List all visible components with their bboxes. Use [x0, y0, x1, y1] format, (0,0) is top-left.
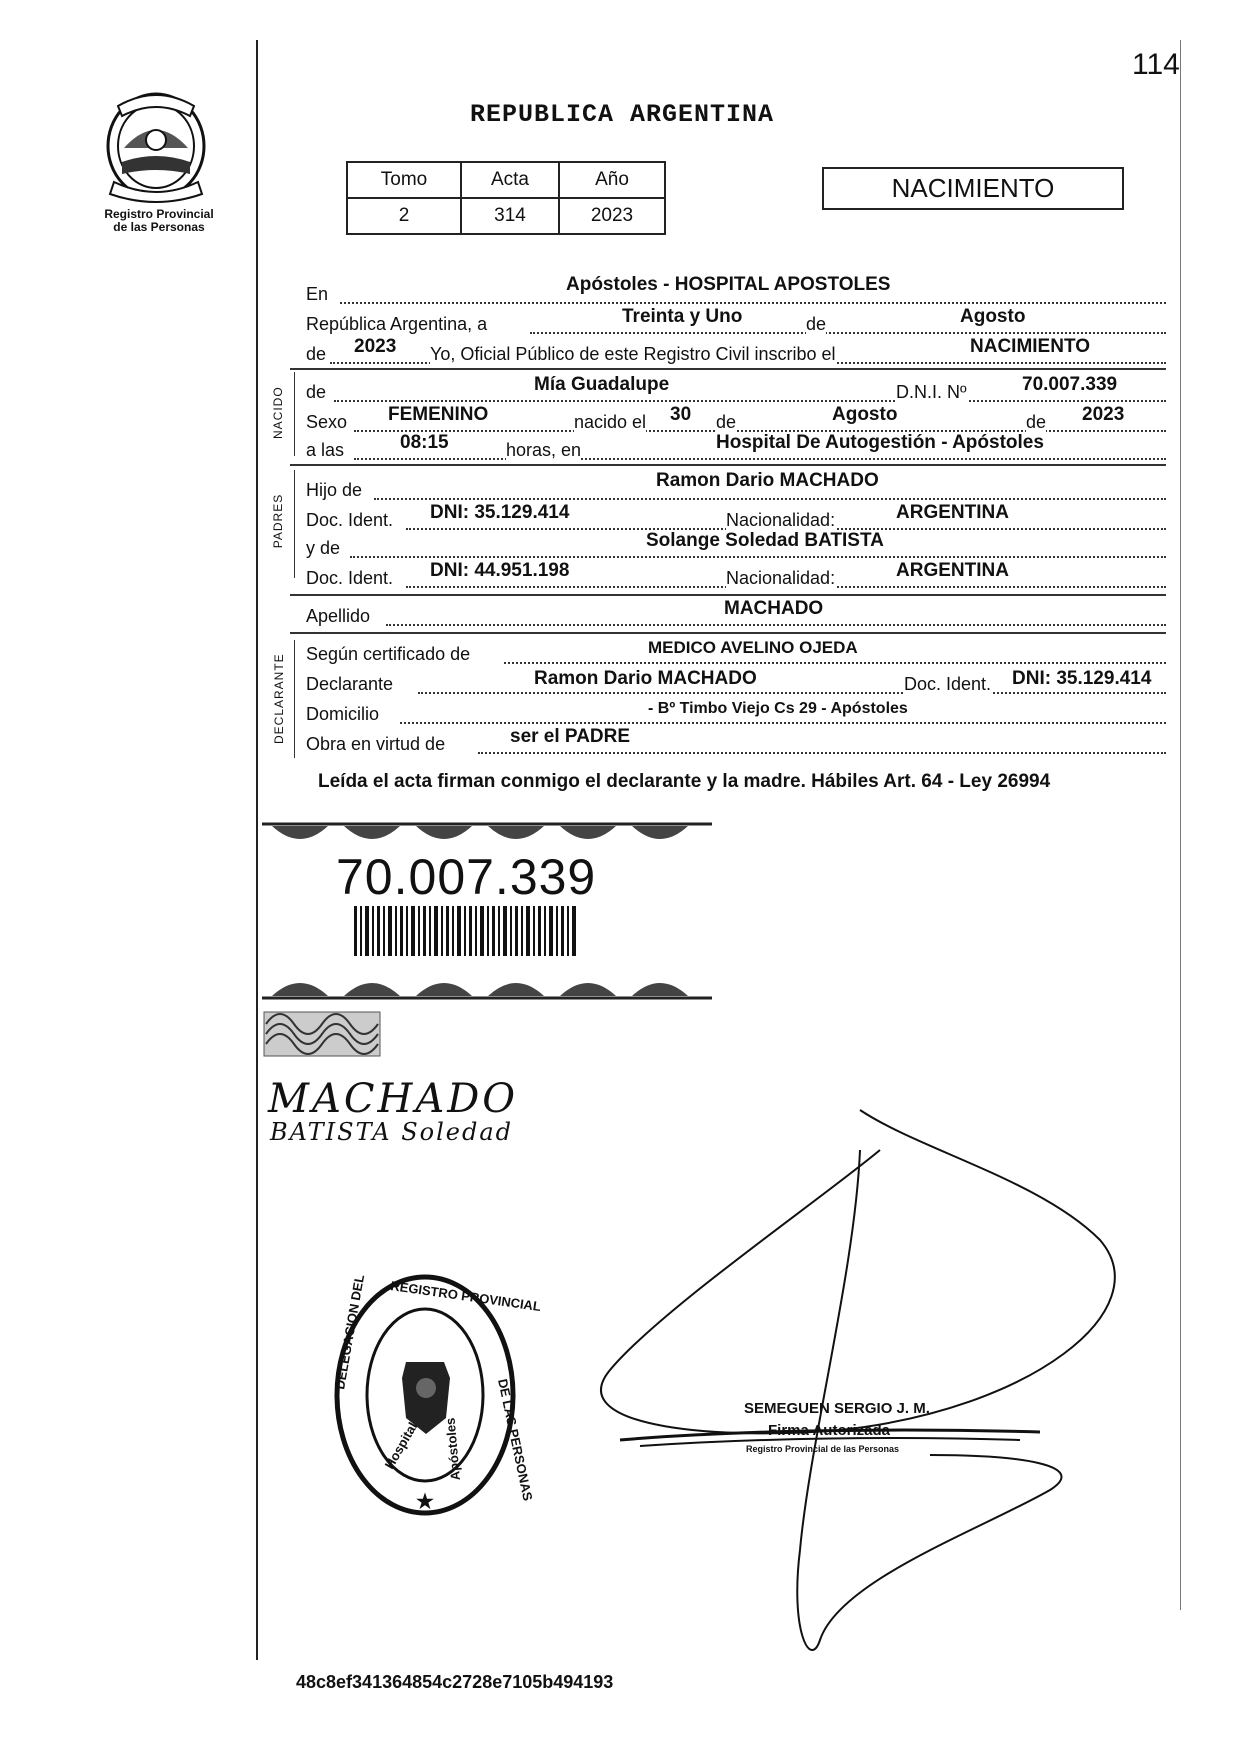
padres-section-label: PADRES [271, 493, 285, 549]
birth-month: Agosto [832, 404, 898, 425]
obra-label: Obra en virtud de [306, 734, 446, 754]
hijo-de-label: Hijo de [306, 480, 363, 500]
domicilio-value: - Bº Timbo Viejo Cs 29 - Apóstoles [648, 700, 908, 717]
event-value: NACIMIENTO [970, 336, 1090, 357]
father-nationality: ARGENTINA [896, 502, 1009, 523]
section-bracket [294, 372, 295, 456]
section-divider [290, 632, 1166, 634]
de-label: de [806, 314, 827, 334]
declarante-section-label: DECLARANTE [272, 653, 286, 744]
document-type-box: NACIMIENTO [822, 167, 1124, 210]
sexo-label: Sexo [306, 412, 348, 432]
declarante-doc: DNI: 35.129.414 [1012, 668, 1152, 689]
mother-name: Solange Soledad BATISTA [646, 530, 884, 551]
month-value: Agosto [960, 306, 1026, 327]
de-label: de [716, 412, 737, 432]
svg-text:DELEGACION DEL: DELEGACION DEL [332, 1273, 368, 1391]
obra-value: ser el PADRE [510, 726, 631, 747]
svg-text:Apóstoles: Apóstoles [442, 1417, 463, 1482]
left-margin-line [256, 40, 258, 1660]
y-de-label: y de [306, 538, 341, 558]
handwritten-mother-name: BATISTA Soledad [270, 1118, 514, 1146]
dotted-line [334, 400, 1166, 402]
reference-table [346, 161, 666, 235]
dotted-line [530, 332, 1166, 334]
certificado-label: Según certificado de [306, 644, 471, 664]
mother-doc: DNI: 44.951.198 [430, 560, 570, 581]
nacionalidad-label: Nacionalidad: [726, 568, 836, 588]
declarante-value: Ramon Dario MACHADO [534, 668, 757, 689]
birth-place: Hospital De Autogestión - Apóstoles [716, 432, 1044, 453]
official-role: Firma Autorizada [768, 1422, 890, 1439]
father-doc: DNI: 35.129.414 [430, 502, 570, 523]
svg-text:Hospital: Hospital [381, 1419, 421, 1472]
official-name: SEMEGUEN SERGIO J. M. [744, 1400, 930, 1417]
dotted-line [374, 498, 1166, 500]
official-registry: Registro Provincial de las Personas [746, 1444, 900, 1454]
certificado-value: MEDICO AVELINO OJEDA [648, 638, 858, 657]
acta-value: 314 [461, 198, 559, 234]
de-year-label: de [306, 344, 327, 364]
declarante-doc-label: Doc. Ident. [904, 674, 992, 694]
a-las-label: a las [306, 440, 345, 460]
registry-name [84, 208, 234, 234]
dotted-line [350, 556, 1166, 558]
dotted-line [418, 692, 1166, 694]
birth-time: 08:15 [400, 432, 449, 453]
dotted-line [400, 722, 1166, 724]
page-number: 114 [1132, 48, 1180, 81]
apellido-value: MACHADO [724, 598, 824, 619]
svg-text:DE LAS PERSONAS: DE LAS PERSONAS [495, 1377, 536, 1503]
nacionalidad-label: Nacionalidad: [726, 510, 836, 530]
en-label: En [306, 284, 329, 304]
section-divider [290, 464, 1166, 466]
declarante-label: Declarante [306, 674, 394, 694]
security-band-top [262, 822, 712, 848]
tomo-header: Tomo [347, 162, 461, 198]
official-signature [600, 1110, 1140, 1670]
registry-name-line2: de las Personas [113, 220, 205, 234]
dotted-line [478, 752, 1166, 754]
doc-ident-label: Doc. Ident. [306, 568, 394, 588]
child-name: Mía Guadalupe [534, 374, 670, 395]
acta-header: Acta [461, 162, 559, 198]
child-dni: 70.007.339 [1022, 374, 1118, 395]
de-label: de [1026, 412, 1047, 432]
apellido-label: Apellido [306, 606, 371, 626]
dni-label: D.N.I. Nº [896, 382, 967, 402]
place-value: Apóstoles - HOSPITAL APOSTOLES [566, 274, 891, 295]
section-divider [290, 368, 1166, 370]
nacido-de-label: de [306, 382, 327, 402]
nacido-el-label: nacido el [574, 412, 647, 432]
document-hash: 48c8ef341364854c2728e7105b494193 [296, 1672, 614, 1692]
dotted-line [354, 458, 1166, 460]
registry-name-line1: Registro Provincial [104, 207, 214, 221]
barcode [354, 906, 580, 956]
svg-text:★: ★ [416, 1491, 434, 1513]
country-title: REPUBLICA ARGENTINA [469, 100, 775, 129]
yo-label: Yo, Oficial Público de este Registro Civil inscribo el [430, 344, 836, 364]
tomo-value: 2 [347, 198, 461, 234]
mother-nationality: ARGENTINA [896, 560, 1009, 581]
nacido-section-label: NACIDO [271, 386, 285, 439]
dotted-line [386, 624, 1166, 626]
domicilio-label: Domicilio [306, 704, 380, 724]
day-words-value: Treinta y Uno [622, 306, 743, 327]
anio-value: 2023 [559, 198, 665, 234]
anio-header: Año [559, 162, 665, 198]
stamp-number: 70.007.339 [336, 849, 597, 905]
republica-label: República Argentina, a [306, 314, 488, 334]
doc-ident-label: Doc. Ident. [306, 510, 394, 530]
section-bracket [294, 640, 295, 758]
birth-year: 2023 [1082, 404, 1125, 425]
section-divider [290, 594, 1166, 596]
section-bracket [294, 470, 295, 578]
father-name: Ramon Dario MACHADO [656, 470, 879, 491]
dotted-line [504, 662, 1166, 664]
birth-day: 30 [670, 404, 692, 425]
year-value: 2023 [354, 336, 397, 357]
dotted-line [340, 302, 1166, 304]
svg-text:REGISTRO PROVINCIAL: REGISTRO PROVINCIAL [389, 1278, 542, 1315]
right-margin-line [1180, 40, 1181, 1610]
sexo-value: FEMENINO [388, 404, 489, 425]
official-oval-stamp [330, 1270, 542, 1520]
security-band-bottom [262, 970, 712, 996]
guilloche-stamp [262, 1010, 382, 1058]
closing-statement: Leída el acta firman conmigo el declarante y la madre. Hábiles Art. 64 - Ley 26994 [318, 771, 1051, 792]
handwritten-surname: MACHADO [268, 1076, 519, 1122]
horas-en-label: horas, en [506, 440, 582, 460]
